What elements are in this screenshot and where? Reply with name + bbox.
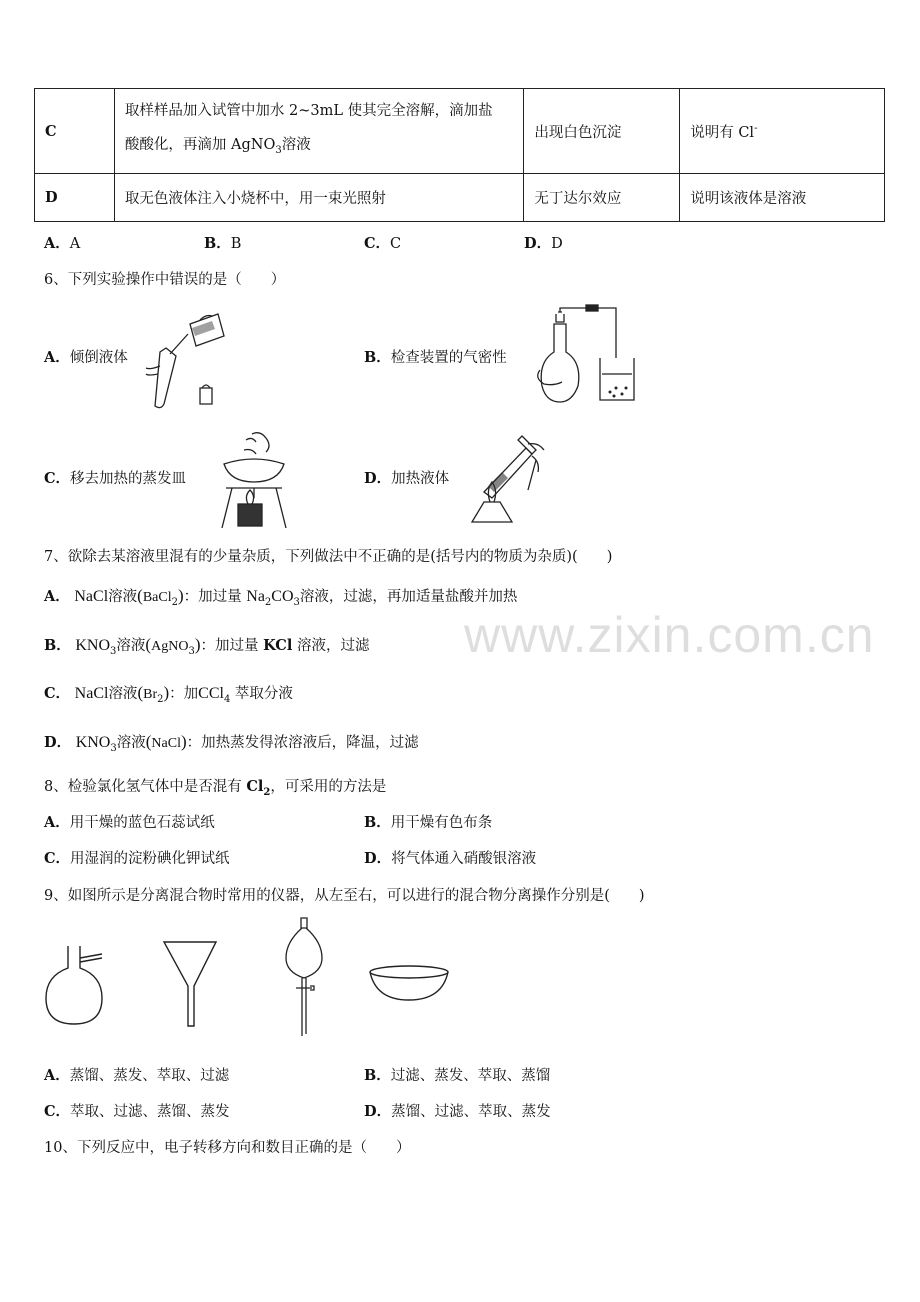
q9-option-c[interactable]: C．萃取、过滤、蒸馏、蒸发 — [44, 1103, 230, 1120]
q7-option-a[interactable]: A． NaCl溶液(BaCl$_2$)：加过量 $Na_2CO_3$溶液，过滤，再加适量盐酸并加热 — [44, 586, 518, 608]
conclusion-cell: 说明有 Cl- — [680, 89, 885, 174]
q5-option-b[interactable]: B．B — [204, 235, 242, 252]
row-label: C — [35, 89, 115, 174]
q7-option-d[interactable]: D． $KNO_3$溶液(NaCl)：加热蒸发得浓溶液后，降温，过滤 — [44, 732, 419, 754]
operation-cell — [114, 89, 523, 174]
q6-option-c[interactable]: C．移去加热的蒸发皿 — [44, 470, 187, 487]
q8-option-a[interactable]: A．用干燥的蓝色石蕊试纸 — [44, 814, 215, 831]
phenomenon-cell: 无丁达尔效应 — [524, 174, 680, 222]
q5-option-c[interactable]: C．C — [364, 235, 402, 252]
distillation-flask-icon — [44, 944, 106, 1026]
q7-stem: 7、欲除去某溶液里混有的少量杂质，下列做法中不正确的是(括号内的物质为杂质)( ) — [44, 549, 613, 565]
watermark: www.zixin.com.cn — [464, 607, 875, 663]
q8-stem: 8、检验氯化氢气体中是否混有 $Cl_2$，可采用的方法是 — [44, 778, 387, 798]
evaporating-dish-icon — [368, 964, 450, 1004]
q7-option-c[interactable]: C． NaCl溶液$(Br_2)$：加CCl$_4$ 萃取分液 — [44, 683, 293, 705]
phenomenon-cell: 出现白色沉淀 — [524, 89, 680, 174]
q8-option-b[interactable]: B．用干燥有色布条 — [364, 814, 493, 831]
q9-option-d[interactable]: D．蒸馏、过滤、萃取、蒸发 — [364, 1103, 551, 1120]
q6-stem: 6、下列实验操作中错误的是（ ） — [44, 272, 286, 288]
q6-option-a[interactable]: A．倾倒液体 — [44, 349, 128, 366]
airtightness-check-illustration — [530, 304, 640, 410]
table-row — [35, 174, 885, 222]
q9-option-a[interactable]: A．蒸馏、蒸发、萃取、过滤 — [44, 1067, 230, 1084]
operation-line: 酸酸化，再滴加 AgNO$_3$溶液 — [124, 137, 311, 156]
q8-option-c[interactable]: C．用湿润的淀粉碘化钾试纸 — [44, 850, 230, 867]
q10-stem: 10、下列反应中，电子转移方向和数目正确的是（ ） — [44, 1140, 411, 1156]
q8-option-d[interactable]: D．将气体通入硝酸银溶液 — [364, 850, 537, 867]
q5-option-a[interactable]: A．A — [44, 235, 81, 252]
q7-option-b[interactable]: B． $KNO_3$溶液(AgNO$_3$)：加过量 KCl 溶液，过滤 — [44, 635, 370, 657]
q6-option-b[interactable]: B．检查装置的气密性 — [364, 349, 507, 366]
q5-table — [34, 88, 885, 222]
row-label: D — [35, 174, 115, 222]
table-row — [35, 89, 885, 174]
conclusion-cell: 说明该液体是溶液 — [680, 174, 885, 222]
funnel-icon — [162, 940, 218, 1030]
operation-line: 取样样品加入试管中加水 2~3mL 使其完全溶解，滴加盐 — [124, 103, 493, 120]
q9-option-b[interactable]: B．过滤、蒸发、萃取、蒸馏 — [364, 1067, 551, 1084]
operation-cell: 取无色液体注入小烧杯中，用一束光照射 — [114, 174, 523, 222]
pour-liquid-illustration — [140, 306, 230, 411]
q6-option-d[interactable]: D．加热液体 — [364, 470, 450, 487]
heat-liquid-illustration — [462, 430, 552, 528]
q9-stem: 9、如图所示是分离混合物时常用的仪器，从左至右，可以进行的混合物分离操作分别是( ) — [44, 888, 645, 904]
q5-option-d[interactable]: D．D — [524, 235, 563, 252]
separatory-funnel-icon — [284, 916, 324, 1040]
evaporating-dish-illustration — [212, 430, 297, 530]
